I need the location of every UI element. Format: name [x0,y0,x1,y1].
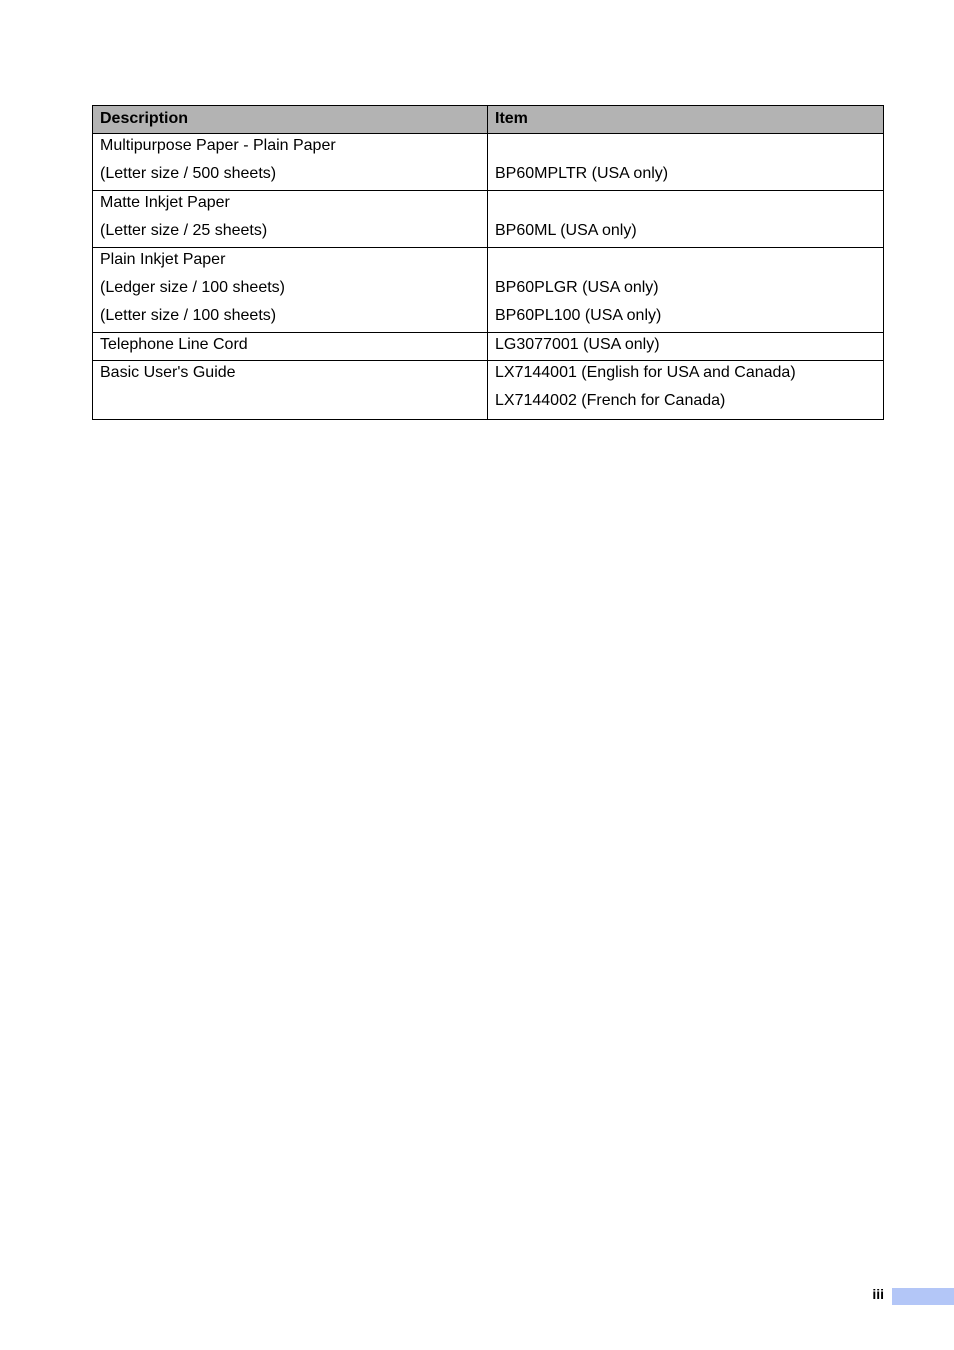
page-tab-marker [892,1288,954,1305]
description-line: Telephone Line Cord [100,336,248,353]
accessories-table [92,105,884,420]
description-line [100,389,480,417]
item-cell [488,333,884,361]
description-line: Basic User's Guide [100,364,236,381]
column-header-item: Item [488,106,884,134]
page-number: iii [872,1286,884,1302]
description-line: (Letter size / 25 sheets) [100,222,268,239]
item-line: BP60PLGR (USA only) [495,279,659,296]
table-row [93,134,884,191]
table-header-row [93,106,884,134]
description-cell [93,134,488,191]
item-cell [488,248,884,333]
item-line: BP60ML (USA only) [495,222,637,239]
table-row [93,248,884,333]
table-row [93,191,884,248]
item-cell [488,134,884,191]
item-line: BP60MPLTR (USA only) [495,165,669,182]
item-line: BP60PL100 (USA only) [495,307,662,324]
item-line: LG3077001 (USA only) [495,336,660,353]
description-line: (Ledger size / 100 sheets) [100,279,285,296]
item-line: LX7144002 (French for Canada) [495,392,726,409]
table-row [93,333,884,361]
description-cell [93,191,488,248]
item-line [495,191,876,219]
description-line: Plain Inkjet Paper [100,251,226,268]
description-line: (Letter size / 500 sheets) [100,165,277,182]
description-cell [93,333,488,361]
item-cell [488,361,884,420]
description-line: (Letter size / 100 sheets) [100,307,277,324]
item-line [495,248,876,276]
description-line: Matte Inkjet Paper [100,194,230,211]
item-line: LX7144001 (English for USA and Canada) [495,364,796,381]
item-line [495,134,876,162]
description-cell [93,248,488,333]
description-cell [93,361,488,420]
description-line: Multipurpose Paper - Plain Paper [100,137,336,154]
column-header-description: Description [93,106,488,134]
table-row [93,361,884,420]
item-cell [488,191,884,248]
